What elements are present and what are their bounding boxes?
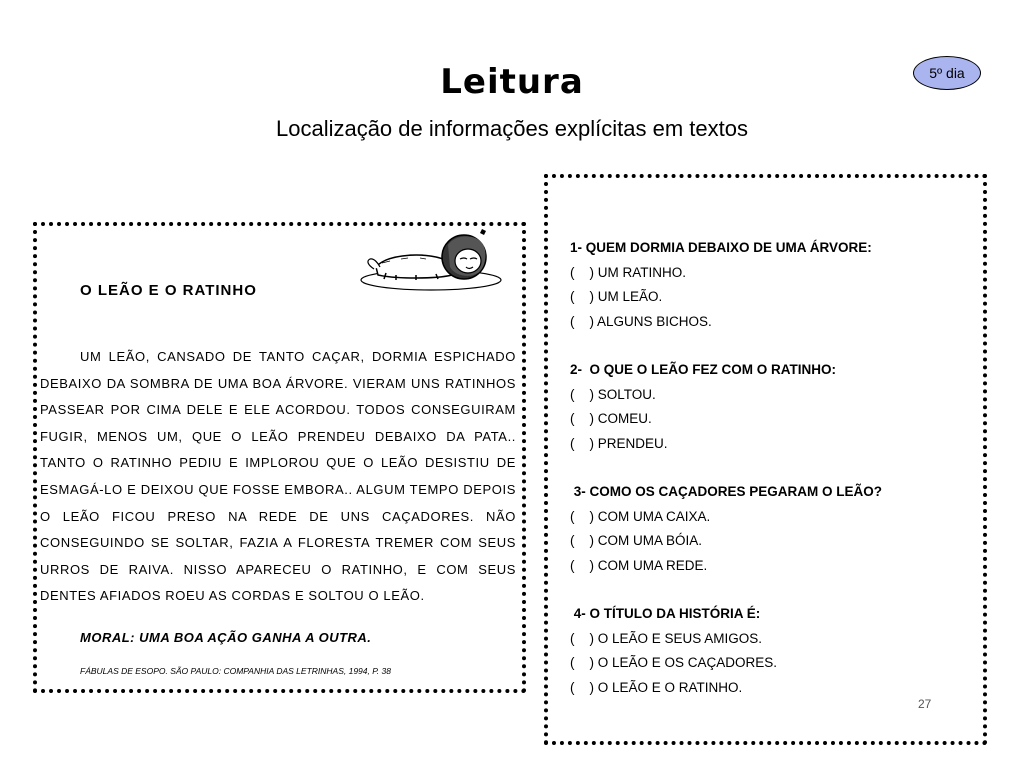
question-list [570,238,970,726]
page-number: 27 [918,697,932,711]
page-subtitle: Localização de informações explícitas em textos [275,116,748,141]
question-block [570,238,970,336]
question-title: 4- O TÍTULO DA HISTÓRIA É: [570,606,761,621]
day-badge: 5º dia [913,56,981,90]
answer-option[interactable]: ( ) O LEÃO E OS CAÇADORES. [570,655,778,670]
question-title: 1- QUEM DORMIA DEBAIXO DE UMA ÁRVORE: [570,240,872,255]
story-source: FÁBULAS DE ESOPO. SÃO PAULO: COMPANHIA DAS LETRINHAS, 1994, P. 38 [80,666,391,676]
answer-option[interactable]: ( ) O LEÃO E O RATINHO. [570,679,743,695]
answer-option[interactable]: ( ) UM RATINHO. [570,264,686,280]
answer-option[interactable]: ( ) ALGUNS BICHOS. [570,313,712,329]
question-block [570,360,970,458]
story-text [40,344,516,610]
story-paragraph: UM LEÃO, CANSADO DE TANTO CAÇAR, DORMIA ESPICHADO DEBAIXO DA SOMBRA DE UMA BOA ÁRVORE. VIERAM UNS RATINHOS PASSEAR POR CIMA DELE E ELE ACORDOU. TODOS CONSEGUIRAM FUGIR, MENOS UM, QUE O LEÃO PRENDEU DEBAIXO DA PATA.. TANTO O RATINHO PEDIU E IMPLOROU QUE O LEÃO DESISTIU DE ESMAGÁ-LO E DEIXOU QUE FOSSE EMBORA.. ALGUM TEMPO DEPOIS O LEÃO FICOU PRESO NA REDE DE UNS CAÇADORES. NÃO CONSEGUINDO SE SOLTAR, FAZIA A FLORESTA TREMER COM SEUS URROS DE RAIVA. NISSO APARECEU O RATINHO, E COM SEUS DENTES AFIADOS ROEU AS CORDAS E SOLTOU O LEÃO. [40,349,516,604]
answer-option[interactable]: ( ) SOLTOU. [570,386,656,402]
answer-option[interactable]: ( ) UM LEÃO. [570,289,663,304]
story-title: O LEÃO E O RATINHO [80,282,257,299]
question-title: 3- COMO OS CAÇADORES PEGARAM O LEÃO? [570,484,883,499]
answer-option[interactable]: ( ) COM UMA BÓIA. [570,533,703,548]
question-block [570,604,970,702]
answer-option[interactable]: ( ) PRENDEU. [570,435,668,451]
answer-option[interactable]: ( ) COM UMA CAIXA. [570,508,711,524]
question-title: 2- O QUE O LEÃO FEZ COM O RATINHO: [570,362,836,377]
answer-option[interactable]: ( ) O LEÃO E SEUS AMIGOS. [570,630,763,646]
answer-option[interactable]: ( ) COMEU. [570,411,652,426]
answer-option[interactable]: ( ) COM UMA REDE. [570,557,708,573]
page-title: Leitura [440,62,584,102]
question-block [570,482,970,580]
story-moral: MORAL: UMA BOA AÇÃO GANHA A OUTRA. [80,630,372,645]
sleeping-lion-illustration [356,225,506,295]
